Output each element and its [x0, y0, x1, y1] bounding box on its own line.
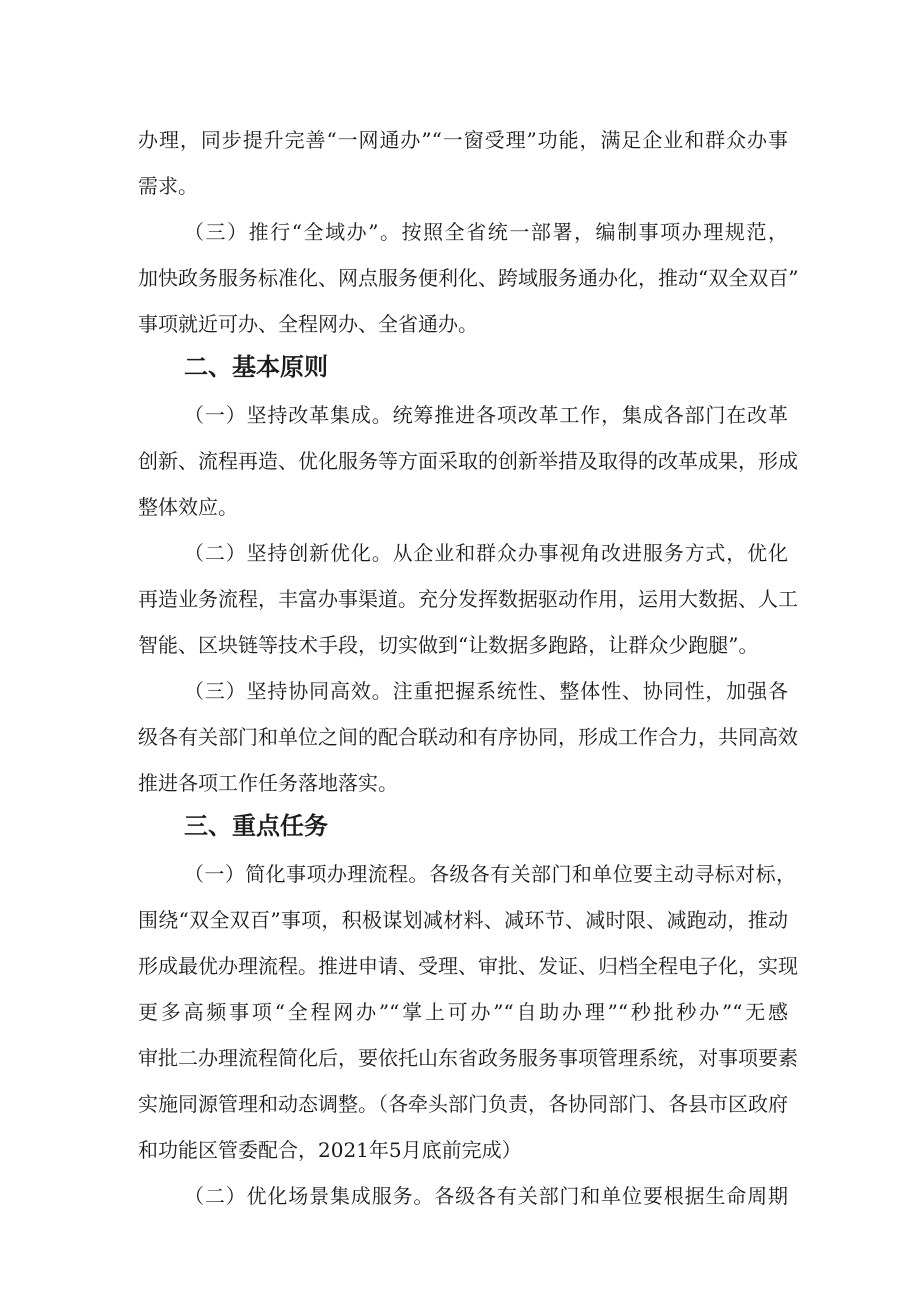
- text-line: 再造业务流程，丰富办事渠道。充分发挥数据驱动作用，运用大数据、人工: [138, 587, 798, 611]
- text-line: 实施同源管理和动态调整。（各牵头部门负责，各协同部门、各县市区政府: [138, 1092, 788, 1116]
- text-line: 审批二办理流程简化后，要依托山东省政务服务事项管理系统，对事项要素: [138, 1046, 798, 1070]
- text-line: 需求。: [138, 174, 198, 198]
- text-line: （一）坚持改革集成。统筹推进各项改革工作，集成各部门在改革: [184, 403, 788, 427]
- text-line: 围绕“双全双百”事项，积极谋划减材料、减环节、减时限、减跑动，推动: [138, 908, 788, 932]
- text-line: （二）坚持创新优化。从企业和群众办事视角改进服务方式，优化: [184, 541, 788, 565]
- text-line: 办理，同步提升完善“一网通办”“一窗受理”功能，满足企业和群众办事: [138, 128, 788, 152]
- text-line: （一）简化事项办理流程。各级各有关部门和单位要主动寻标对标，: [184, 862, 796, 886]
- text-line: 更多高频事项“全程网办”“掌上可办”“自助办理”“秒批秒办”“无感: [138, 1000, 788, 1024]
- text-line: 推进各项工作任务落地落实。: [138, 771, 398, 795]
- text-line: （二）优化场景集成服务。各级各有关部门和单位要根据生命周期: [184, 1184, 788, 1208]
- text-line: （三）坚持协同高效。注重把握系统性、整体性、协同性，加强各: [184, 679, 788, 703]
- text-line: 整体效应。: [138, 495, 238, 519]
- text-line: 创新、流程再造、优化服务等方面采取的创新举措及取得的改革成果，形成: [138, 449, 798, 473]
- text-line: 级各有关部门和单位之间的配合联动和有序协同，形成工作合力，共同高效: [138, 725, 798, 749]
- text-line: 加快政务服务标准化、网点服务便利化、跨域服务通办化，推动“双全双百”: [138, 266, 799, 290]
- text-line: （三）推行“全域办”。按照全省统一部署，编制事项办理规范，: [184, 220, 788, 244]
- text-line: 智能、区块链等技术手段，切实做到“让数据多跑路，让群众少跑腿”。: [138, 633, 759, 657]
- text-line: 形成最优办理流程。推进申请、受理、审批、发证、归档全程电子化，实现: [138, 954, 798, 978]
- section-heading: 二、基本原则: [184, 353, 328, 381]
- text-line: 和功能区管委配合，2021年5月底前完成）: [138, 1138, 522, 1162]
- text-line: 事项就近可办、全程网办、全省通办。: [138, 312, 478, 336]
- section-heading: 三、重点任务: [184, 812, 328, 840]
